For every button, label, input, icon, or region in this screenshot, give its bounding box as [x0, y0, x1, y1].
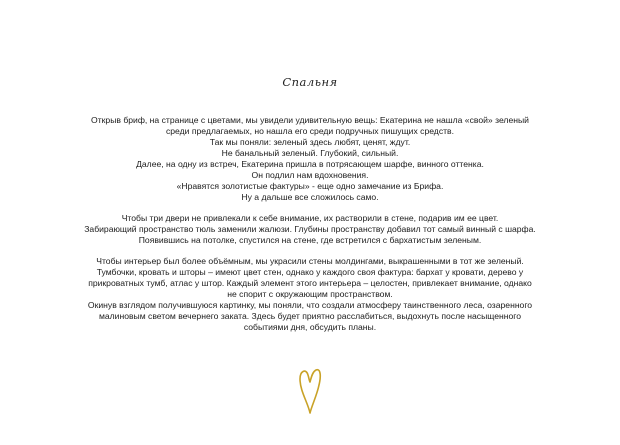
text-line: Он подлил нам вдохновения. [251, 170, 369, 180]
text-line: Ну а дальше все сложилось само. [241, 192, 379, 202]
text-line: Окинув взглядом получившуюся картинку, мы поняли, что создали атмосферу таинственного леса, озаренного [87, 300, 533, 310]
text-line: Появившись на потолке, спустился на стене, где встретился с бархатистым зеленым. [138, 235, 482, 245]
text-line: малиновым светом вечернего заката. Здесь будет приятно расслабиться, выдохнуть после насыщенного [98, 311, 522, 321]
text-line: Далее, на одну из встреч, Екатерина пришла в потрясающем шарфе, винного оттенка. [136, 159, 484, 169]
text-line: событиями дня, обсудить планы. [243, 322, 377, 332]
text-line: Открыв бриф, на странице с цветами, мы увидели удивительную вещь: Екатерина не нашла «свой» зеленый [91, 115, 529, 125]
paragraph-1 [60, 115, 560, 203]
text-line: Забирающий пространство тюль заменили жалюзи. Глубины пространству добавил тот самый винный с шарфа. [84, 224, 536, 234]
text-line: не спорит с окружающим пространством. [227, 289, 393, 299]
paragraph-3 [60, 256, 560, 333]
text-line: «Нравятся золотистые фактуры» - еще одно замечание из Брифа. [176, 181, 444, 191]
text-line: среди предлагаемых, но нашла его среди подручных пишущих средств. [165, 126, 455, 136]
text-line: Не банальный зеленый. Глубокий, сильный. [221, 148, 399, 158]
paragraph-2 [60, 213, 560, 246]
gold-heart-icon [297, 363, 323, 417]
heart-stroke [300, 370, 320, 413]
text-line: Чтобы три двери не привлекали к себе внимание, их растворили в стене, подарив им ее цвет. [121, 213, 499, 223]
text-line: прикроватных тумб, атлас у штор. Каждый элемент этого интерьера – целостен, привлекает внимание, однако [88, 278, 532, 288]
page-title: Спальня [282, 75, 338, 89]
text-line: Чтобы интерьер был более объёмным, мы украсили стены молдингами, выкрашенными в тот же зеленый. [96, 256, 524, 266]
text-line: Тумбочки, кровать и шторы – имеют цвет стен, однако у каждого своя фактура: бархат у кровати, дерево у [96, 267, 524, 277]
text-line: Так мы поняли: зеленый здесь любят, ценят, ждут. [209, 137, 411, 147]
